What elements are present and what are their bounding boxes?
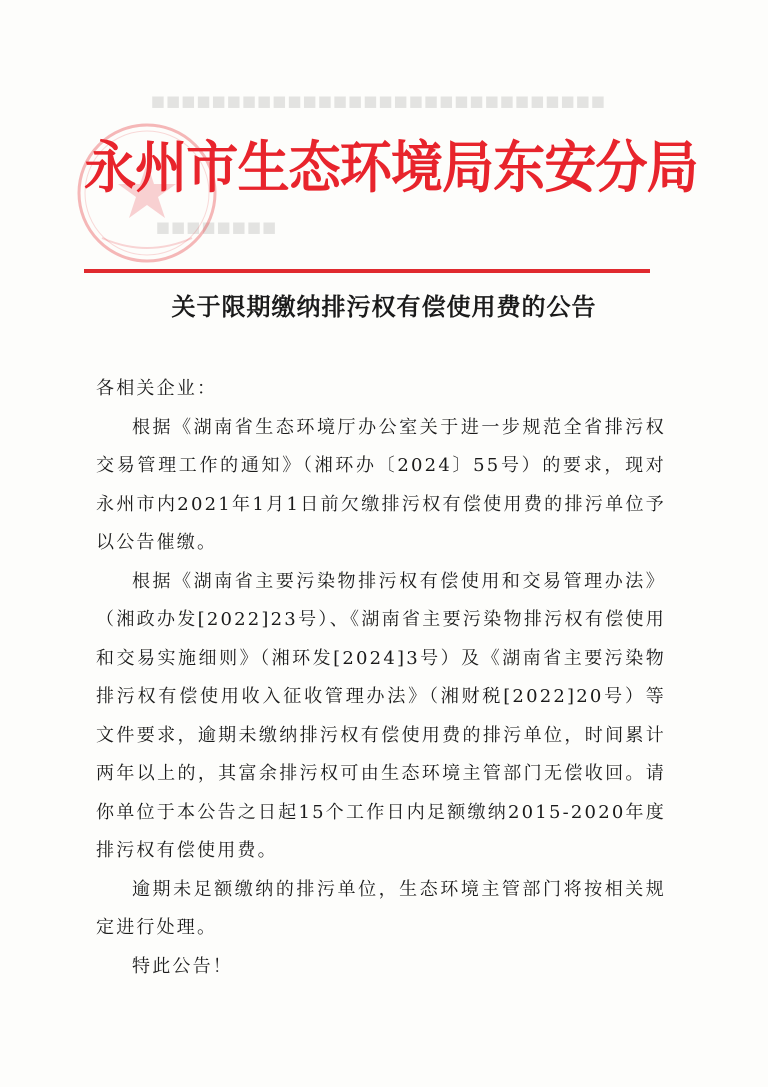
closing-line: 特此公告！ bbox=[132, 955, 233, 977]
header-red-rule bbox=[84, 269, 650, 273]
reverse-side-bleed-through: ■■■■■■■■ bbox=[155, 218, 277, 236]
notice-body bbox=[96, 370, 666, 986]
paragraph: 根据《湖南省主要污染物排污权有偿使用和交易管理办法》（湘政办发[2022]23号）、《湖南省主要污染物排污权有偿使用和交易实施细则》（湘环发[2024]3号）及《湖南省主要污染物排污权有偿使用收入征收管理办法》（湘财税[2022]20号）等文件要求，逾期未缴纳排污权有偿使用费的排污单位，时间累计两年以上的，其富余排污权可由生态环境主管部门无偿收回。请你单位于本公告之日起15个工作日内足额缴纳2015-2020年度排污权有偿使用费。 bbox=[96, 570, 666, 861]
reverse-side-bleed-through: ■■■■■■■■■■■■■■■■■■■■■■■■■■■■■■ bbox=[150, 92, 606, 110]
salutation: 各相关企业： bbox=[96, 378, 218, 399]
paragraph: 根据《湖南省生态环境厅办公室关于进一步规范全省排污权交易管理工作的通知》（湘环办〔2024〕55号）的要求，现对永州市内2021年1月1日前欠缴排污权有偿使用费的排污单位予以公告催缴。 bbox=[96, 416, 666, 553]
paragraph: 逾期未足额缴纳的排污单位，生态环境主管部门将按相关规定进行处理。 bbox=[96, 878, 666, 938]
issuing-authority-header: 永州市生态环境局东安分局 bbox=[84, 135, 698, 201]
notice-title: 关于限期缴纳排污权有偿使用费的公告 bbox=[171, 292, 597, 321]
